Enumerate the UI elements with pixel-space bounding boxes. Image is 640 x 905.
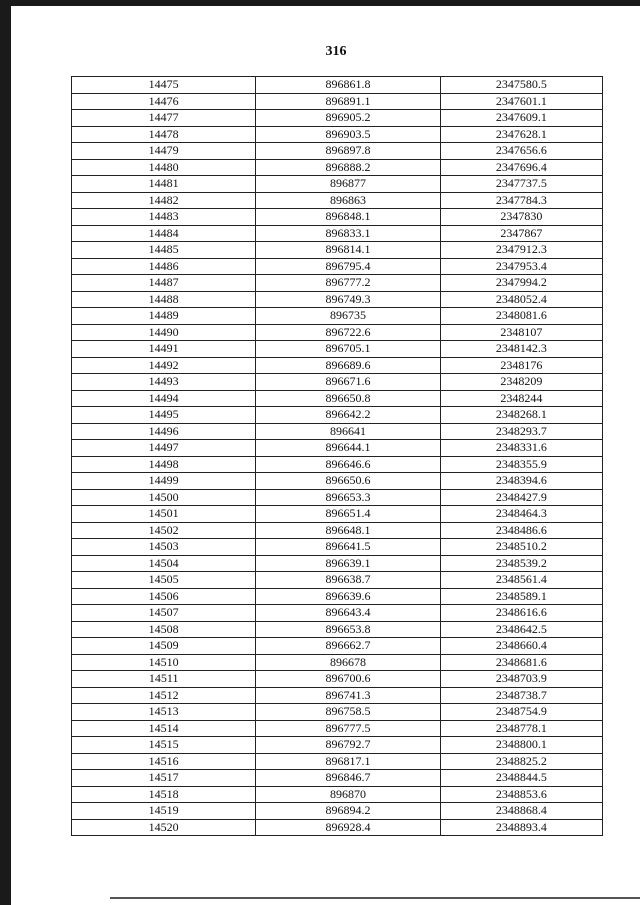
coordinates-table xyxy=(71,76,603,836)
y-coordinate-cell: 2348464.3 xyxy=(440,506,602,523)
table-row xyxy=(72,638,603,655)
x-coordinate-cell: 896641 xyxy=(256,423,440,440)
point-id-cell: 14493 xyxy=(72,374,256,391)
y-coordinate-cell: 2347784.3 xyxy=(440,192,602,209)
point-id-cell: 14498 xyxy=(72,456,256,473)
table-row xyxy=(72,605,603,622)
point-id-cell: 14499 xyxy=(72,473,256,490)
y-coordinate-cell: 2348800.1 xyxy=(440,737,602,754)
table-row xyxy=(72,390,603,407)
table-row xyxy=(72,786,603,803)
table-row xyxy=(72,126,603,143)
y-coordinate-cell: 2348081.6 xyxy=(440,308,602,325)
table-row xyxy=(72,192,603,209)
x-coordinate-cell: 896861.8 xyxy=(256,77,440,94)
y-coordinate-cell: 2348844.5 xyxy=(440,770,602,787)
x-coordinate-cell: 896870 xyxy=(256,786,440,803)
point-id-cell: 14488 xyxy=(72,291,256,308)
y-coordinate-cell: 2347656.6 xyxy=(440,143,602,160)
y-coordinate-cell: 2348052.4 xyxy=(440,291,602,308)
x-coordinate-cell: 896758.5 xyxy=(256,704,440,721)
point-id-cell: 14505 xyxy=(72,572,256,589)
x-coordinate-cell: 896639.1 xyxy=(256,555,440,572)
table-row xyxy=(72,720,603,737)
point-id-cell: 14480 xyxy=(72,159,256,176)
y-coordinate-cell: 2348868.4 xyxy=(440,803,602,820)
point-id-cell: 14475 xyxy=(72,77,256,94)
scan-border-top xyxy=(0,0,640,6)
point-id-cell: 14482 xyxy=(72,192,256,209)
point-id-cell: 14486 xyxy=(72,258,256,275)
table-row xyxy=(72,770,603,787)
y-coordinate-cell: 2347737.5 xyxy=(440,176,602,193)
table-row xyxy=(72,522,603,539)
point-id-cell: 14479 xyxy=(72,143,256,160)
y-coordinate-cell: 2348107 xyxy=(440,324,602,341)
x-coordinate-cell: 896689.6 xyxy=(256,357,440,374)
x-coordinate-cell: 896777.5 xyxy=(256,720,440,737)
point-id-cell: 14503 xyxy=(72,539,256,556)
point-id-cell: 14509 xyxy=(72,638,256,655)
point-id-cell: 14477 xyxy=(72,110,256,127)
table-row xyxy=(72,258,603,275)
y-coordinate-cell: 2348244 xyxy=(440,390,602,407)
point-id-cell: 14512 xyxy=(72,687,256,704)
point-id-cell: 14502 xyxy=(72,522,256,539)
point-id-cell: 14494 xyxy=(72,390,256,407)
table-row xyxy=(72,209,603,226)
point-id-cell: 14520 xyxy=(72,819,256,836)
y-coordinate-cell: 2348510.2 xyxy=(440,539,602,556)
table-row xyxy=(72,159,603,176)
table-row xyxy=(72,225,603,242)
x-coordinate-cell: 896814.1 xyxy=(256,242,440,259)
point-id-cell: 14513 xyxy=(72,704,256,721)
x-coordinate-cell: 896795.4 xyxy=(256,258,440,275)
table-row xyxy=(72,77,603,94)
x-coordinate-cell: 896877 xyxy=(256,176,440,193)
y-coordinate-cell: 2348589.1 xyxy=(440,588,602,605)
x-coordinate-cell: 896644.1 xyxy=(256,440,440,457)
y-coordinate-cell: 2347867 xyxy=(440,225,602,242)
point-id-cell: 14476 xyxy=(72,93,256,110)
point-id-cell: 14511 xyxy=(72,671,256,688)
point-id-cell: 14492 xyxy=(72,357,256,374)
y-coordinate-cell: 2348539.2 xyxy=(440,555,602,572)
table-row xyxy=(72,176,603,193)
y-coordinate-cell: 2348176 xyxy=(440,357,602,374)
table-row xyxy=(72,407,603,424)
point-id-cell: 14484 xyxy=(72,225,256,242)
x-coordinate-cell: 896639.6 xyxy=(256,588,440,605)
x-coordinate-cell: 896817.1 xyxy=(256,753,440,770)
table-row xyxy=(72,572,603,589)
point-id-cell: 14491 xyxy=(72,341,256,358)
point-id-cell: 14519 xyxy=(72,803,256,820)
x-coordinate-cell: 896653.8 xyxy=(256,621,440,638)
y-coordinate-cell: 2348778.1 xyxy=(440,720,602,737)
y-coordinate-cell: 2348331.6 xyxy=(440,440,602,457)
x-coordinate-cell: 896651.4 xyxy=(256,506,440,523)
y-coordinate-cell: 2347994.2 xyxy=(440,275,602,292)
table-row xyxy=(72,489,603,506)
y-coordinate-cell: 2347696.4 xyxy=(440,159,602,176)
point-id-cell: 14496 xyxy=(72,423,256,440)
x-coordinate-cell: 896678 xyxy=(256,654,440,671)
x-coordinate-cell: 896646.6 xyxy=(256,456,440,473)
table-row xyxy=(72,506,603,523)
point-id-cell: 14485 xyxy=(72,242,256,259)
table-row xyxy=(72,242,603,259)
point-id-cell: 14483 xyxy=(72,209,256,226)
x-coordinate-cell: 896888.2 xyxy=(256,159,440,176)
table-body xyxy=(72,77,603,836)
table-row xyxy=(72,753,603,770)
point-id-cell: 14490 xyxy=(72,324,256,341)
y-coordinate-cell: 2348825.2 xyxy=(440,753,602,770)
y-coordinate-cell: 2347912.3 xyxy=(440,242,602,259)
x-coordinate-cell: 896891.1 xyxy=(256,93,440,110)
x-coordinate-cell: 896662.7 xyxy=(256,638,440,655)
x-coordinate-cell: 896863 xyxy=(256,192,440,209)
point-id-cell: 14504 xyxy=(72,555,256,572)
table-row xyxy=(72,324,603,341)
point-id-cell: 14481 xyxy=(72,176,256,193)
y-coordinate-cell: 2348209 xyxy=(440,374,602,391)
x-coordinate-cell: 896777.2 xyxy=(256,275,440,292)
table-row xyxy=(72,687,603,704)
y-coordinate-cell: 2348853.6 xyxy=(440,786,602,803)
x-coordinate-cell: 896848.1 xyxy=(256,209,440,226)
point-id-cell: 14517 xyxy=(72,770,256,787)
y-coordinate-cell: 2348561.4 xyxy=(440,572,602,589)
x-coordinate-cell: 896638.7 xyxy=(256,572,440,589)
x-coordinate-cell: 896749.3 xyxy=(256,291,440,308)
point-id-cell: 14489 xyxy=(72,308,256,325)
y-coordinate-cell: 2348486.6 xyxy=(440,522,602,539)
y-coordinate-cell: 2347628.1 xyxy=(440,126,602,143)
x-coordinate-cell: 896650.6 xyxy=(256,473,440,490)
table-row xyxy=(72,357,603,374)
point-id-cell: 14508 xyxy=(72,621,256,638)
y-coordinate-cell: 2347953.4 xyxy=(440,258,602,275)
y-coordinate-cell: 2348893.4 xyxy=(440,819,602,836)
table-row xyxy=(72,539,603,556)
point-id-cell: 14478 xyxy=(72,126,256,143)
x-coordinate-cell: 896700.6 xyxy=(256,671,440,688)
table-row xyxy=(72,143,603,160)
table-row xyxy=(72,555,603,572)
table-row xyxy=(72,654,603,671)
point-id-cell: 14518 xyxy=(72,786,256,803)
point-id-cell: 14495 xyxy=(72,407,256,424)
x-coordinate-cell: 896741.3 xyxy=(256,687,440,704)
point-id-cell: 14515 xyxy=(72,737,256,754)
table-row xyxy=(72,621,603,638)
table-row xyxy=(72,308,603,325)
x-coordinate-cell: 896705.1 xyxy=(256,341,440,358)
y-coordinate-cell: 2348268.1 xyxy=(440,407,602,424)
table-row xyxy=(72,588,603,605)
x-coordinate-cell: 896833.1 xyxy=(256,225,440,242)
point-id-cell: 14514 xyxy=(72,720,256,737)
y-coordinate-cell: 2347601.1 xyxy=(440,93,602,110)
table-row xyxy=(72,93,603,110)
table-row xyxy=(72,423,603,440)
point-id-cell: 14510 xyxy=(72,654,256,671)
y-coordinate-cell: 2348616.6 xyxy=(440,605,602,622)
x-coordinate-cell: 896903.5 xyxy=(256,126,440,143)
scan-border-left xyxy=(0,0,11,905)
x-coordinate-cell: 896641.5 xyxy=(256,539,440,556)
point-id-cell: 14497 xyxy=(72,440,256,457)
x-coordinate-cell: 896650.8 xyxy=(256,390,440,407)
y-coordinate-cell: 2348681.6 xyxy=(440,654,602,671)
point-id-cell: 14506 xyxy=(72,588,256,605)
x-coordinate-cell: 896928.4 xyxy=(256,819,440,836)
table-row xyxy=(72,704,603,721)
point-id-cell: 14500 xyxy=(72,489,256,506)
table-row xyxy=(72,110,603,127)
point-id-cell: 14501 xyxy=(72,506,256,523)
y-coordinate-cell: 2348142.3 xyxy=(440,341,602,358)
x-coordinate-cell: 896642.2 xyxy=(256,407,440,424)
x-coordinate-cell: 896735 xyxy=(256,308,440,325)
table-row xyxy=(72,440,603,457)
x-coordinate-cell: 896905.2 xyxy=(256,110,440,127)
table-row xyxy=(72,819,603,836)
x-coordinate-cell: 896643.4 xyxy=(256,605,440,622)
y-coordinate-cell: 2348754.9 xyxy=(440,704,602,721)
x-coordinate-cell: 896897.8 xyxy=(256,143,440,160)
y-coordinate-cell: 2348642.5 xyxy=(440,621,602,638)
page-number: 316 xyxy=(325,44,347,59)
y-coordinate-cell: 2348293.7 xyxy=(440,423,602,440)
x-coordinate-cell: 896894.2 xyxy=(256,803,440,820)
point-id-cell: 14507 xyxy=(72,605,256,622)
table-row xyxy=(72,737,603,754)
scan-border-bottom xyxy=(110,897,640,899)
y-coordinate-cell: 2347609.1 xyxy=(440,110,602,127)
table-row xyxy=(72,473,603,490)
y-coordinate-cell: 2347580.5 xyxy=(440,77,602,94)
table-row xyxy=(72,291,603,308)
point-id-cell: 14516 xyxy=(72,753,256,770)
x-coordinate-cell: 896722.6 xyxy=(256,324,440,341)
y-coordinate-cell: 2348427.9 xyxy=(440,489,602,506)
y-coordinate-cell: 2348394.6 xyxy=(440,473,602,490)
table-row xyxy=(72,671,603,688)
x-coordinate-cell: 896671.6 xyxy=(256,374,440,391)
y-coordinate-cell: 2348660.4 xyxy=(440,638,602,655)
y-coordinate-cell: 2348703.9 xyxy=(440,671,602,688)
y-coordinate-cell: 2348738.7 xyxy=(440,687,602,704)
x-coordinate-cell: 896846.7 xyxy=(256,770,440,787)
table-row xyxy=(72,341,603,358)
table-row xyxy=(72,374,603,391)
x-coordinate-cell: 896792.7 xyxy=(256,737,440,754)
point-id-cell: 14487 xyxy=(72,275,256,292)
table-row xyxy=(72,803,603,820)
x-coordinate-cell: 896648.1 xyxy=(256,522,440,539)
y-coordinate-cell: 2347830 xyxy=(440,209,602,226)
table-row xyxy=(72,456,603,473)
x-coordinate-cell: 896653.3 xyxy=(256,489,440,506)
y-coordinate-cell: 2348355.9 xyxy=(440,456,602,473)
table-row xyxy=(72,275,603,292)
